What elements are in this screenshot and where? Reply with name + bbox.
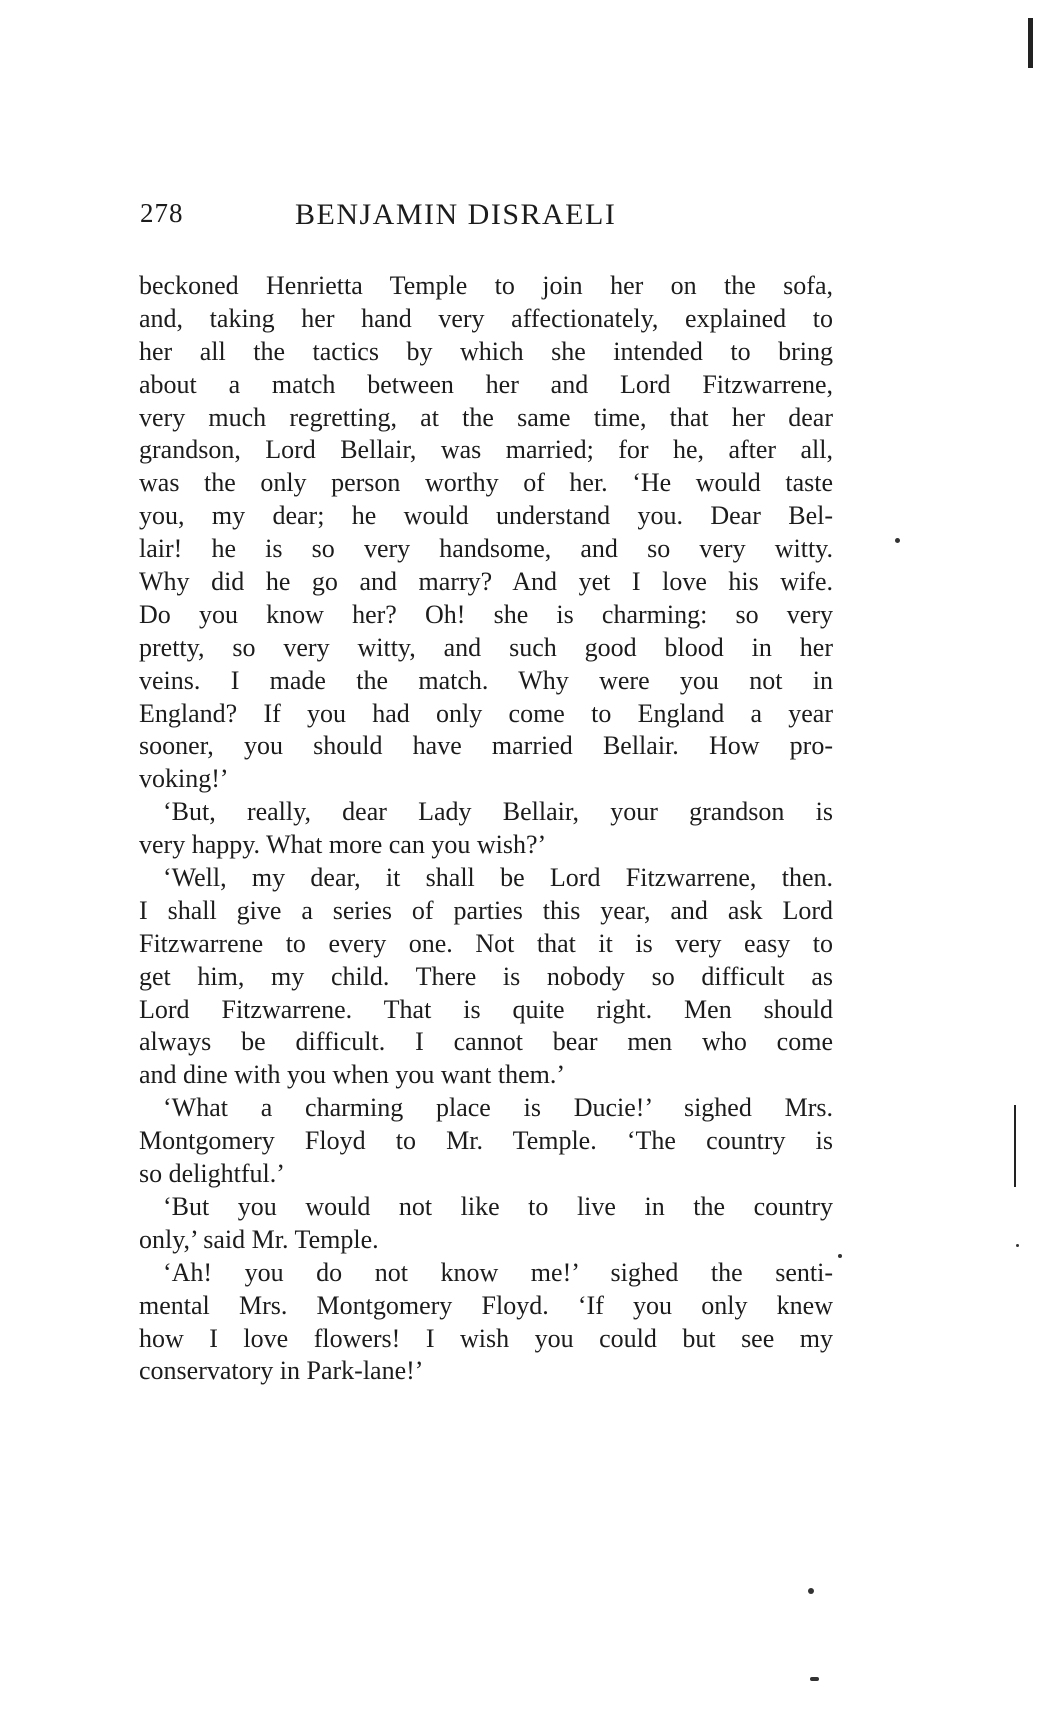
- text-line: Why did he go and marry? And yet I love his wife.: [139, 567, 833, 597]
- text-line: Montgomery Floyd to Mr. Temple. ‘The country is: [139, 1126, 833, 1156]
- body-text: [139, 270, 833, 1388]
- text-line: lair! he is so very handsome, and so very witty.: [139, 534, 833, 564]
- text-line: grandson, Lord Bellair, was married; for he, after all,: [139, 435, 833, 465]
- text-line: very much regretting, at the same time, that her dear: [139, 402, 833, 432]
- text-line: sooner, you should have married Bellair. How pro-: [139, 731, 833, 761]
- text-line: England? If you had only come to England a year: [139, 698, 833, 728]
- text-line: always be difficult. I cannot bear men who come: [139, 1027, 833, 1057]
- page-number: 278: [140, 198, 184, 228]
- text-line: you, my dear; he would understand you. Dear Bel-: [139, 501, 833, 531]
- scan-speck: [808, 1588, 814, 1594]
- text-line: veins. I made the match. Why were you not in: [139, 665, 833, 695]
- text-line: only,’ said Mr. Temple.: [139, 1224, 379, 1254]
- text-line: beckoned Henrietta Temple to join her on the sofa,: [139, 271, 833, 300]
- text-line: how I love flowers! I wish you could but see my: [139, 1323, 833, 1353]
- text-line: so delightful.’: [139, 1159, 285, 1189]
- text-line: was the only person worthy of her. ‘He would taste: [139, 468, 833, 498]
- text-line: conservatory in Park-lane!’: [139, 1356, 424, 1386]
- text-line: ‘Well, my dear, it shall be Lord Fitzwarrene, then.: [163, 863, 833, 893]
- text-line: ‘What a charming place is Ducie!’ sighed Mrs.: [163, 1093, 833, 1123]
- text-line: Lord Fitzwarrene. That is quite right. Men should: [139, 994, 833, 1024]
- text-line: very happy. What more can you wish?’: [139, 830, 547, 860]
- text-line: mental Mrs. Montgomery Floyd. ‘If you only knew: [139, 1290, 833, 1320]
- text-line: pretty, so very witty, and such good blood in her: [139, 632, 833, 662]
- text-line: ‘But you would not like to live in the country: [163, 1191, 833, 1221]
- running-head: [140, 198, 840, 238]
- scan-speck: [838, 1254, 842, 1258]
- text-line: about a match between her and Lord Fitzwarrene,: [139, 369, 833, 399]
- text-line: Fitzwarrene to every one. Not that it is very easy to: [139, 928, 833, 958]
- scan-edge-mark: [1014, 1105, 1016, 1187]
- text-line: ‘But, really, dear Lady Bellair, your grandson is: [163, 797, 833, 827]
- text-line: and dine with you when you want them.’: [139, 1060, 566, 1090]
- text-line: get him, my child. There is nobody so difficult as: [139, 961, 833, 991]
- scan-edge-mark: [1028, 18, 1033, 68]
- text-line: voking!’: [139, 764, 229, 794]
- scan-speck: [810, 1677, 819, 1681]
- text-line: ‘Ah! you do not know me!’ sighed the senti-: [163, 1257, 833, 1287]
- scan-speck: [895, 538, 900, 543]
- running-title: BENJAMIN DISRAELI: [295, 198, 617, 231]
- scan-speck: [1016, 1244, 1019, 1247]
- text-line: her all the tactics by which she intended to bring: [139, 336, 833, 366]
- text-line: I shall give a series of parties this year, and ask Lord: [139, 895, 833, 925]
- text-line: Do you know her? Oh! she is charming: so very: [139, 599, 833, 629]
- text-line: and, taking her hand very affectionately, explained to: [139, 303, 833, 333]
